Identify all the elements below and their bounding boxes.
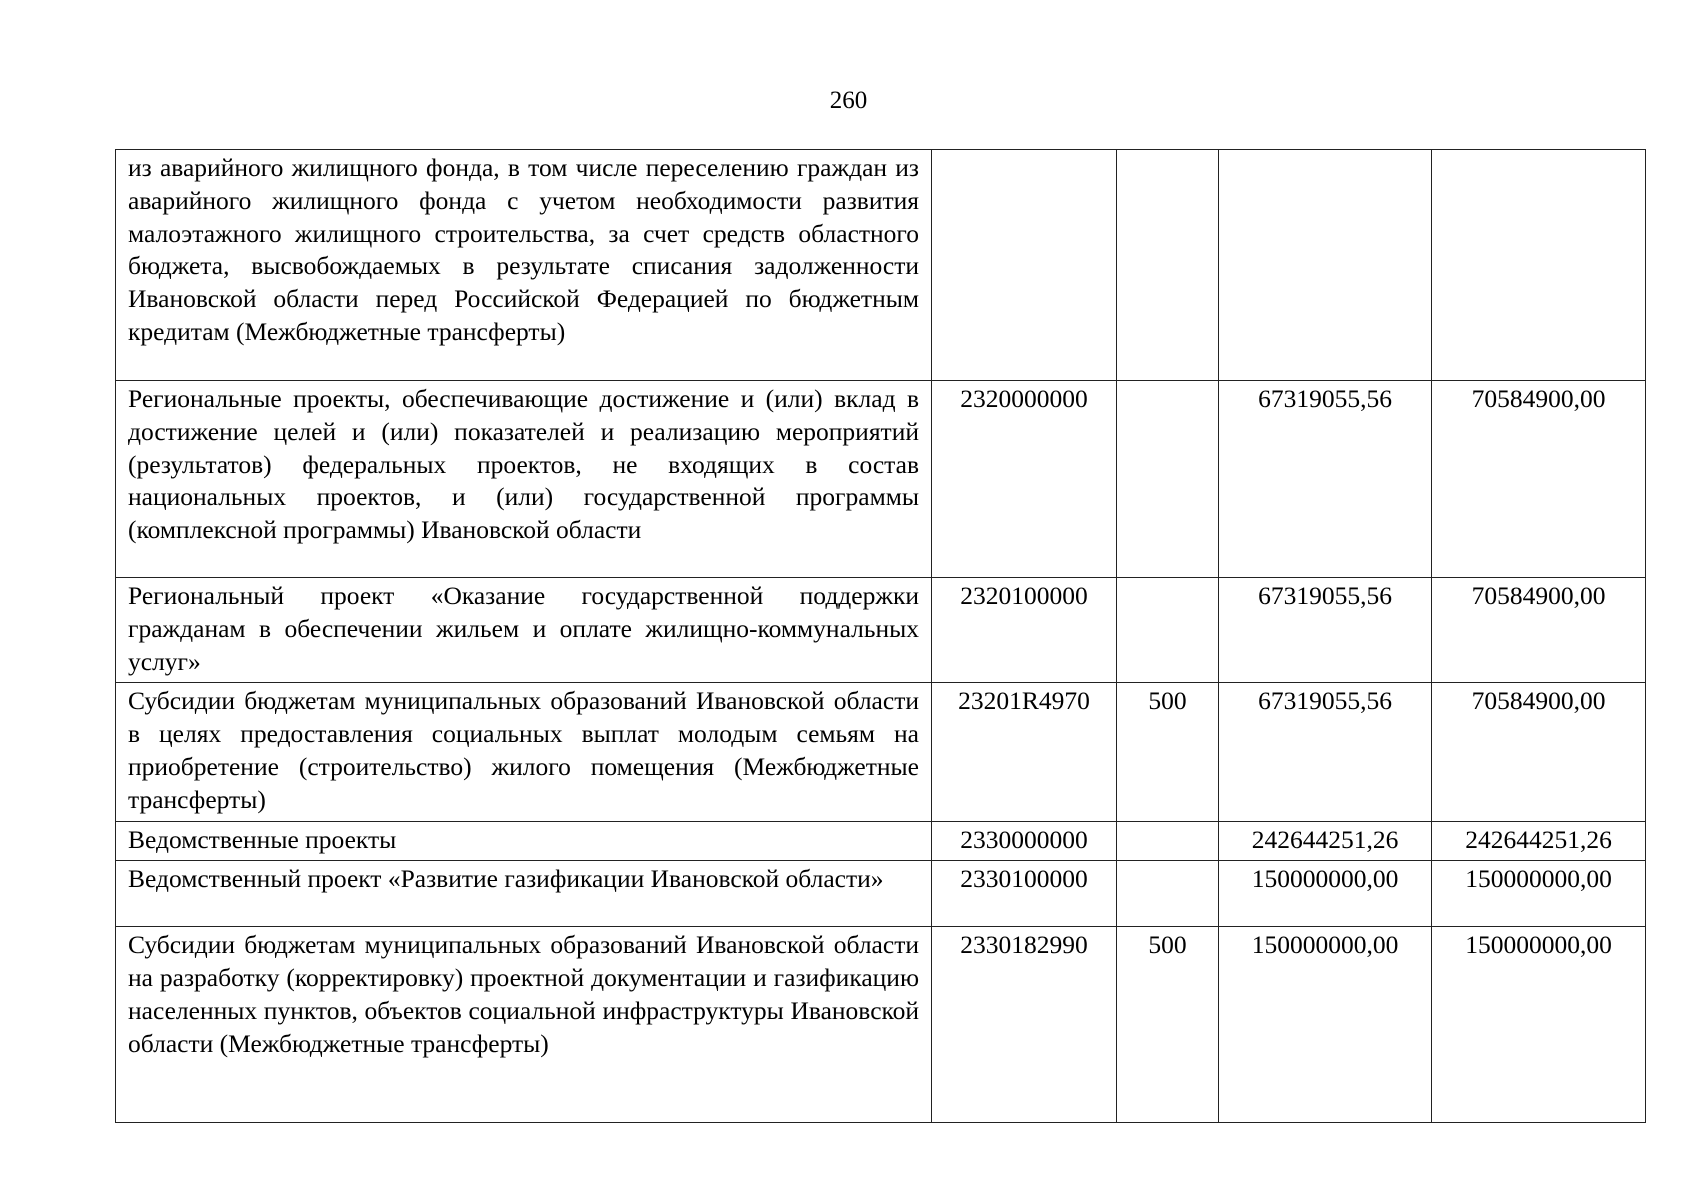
table-row — [116, 381, 1646, 578]
expense-type-cell: 500 — [1117, 927, 1219, 1123]
target-code-cell — [932, 150, 1117, 381]
target-code-cell: 2320100000 — [932, 578, 1117, 683]
table-row — [116, 927, 1646, 1123]
amount-cell-1 — [1219, 150, 1432, 381]
expense-type-cell: 500 — [1117, 683, 1219, 821]
amount-cell-2 — [1432, 150, 1646, 381]
target-code-cell: 2320000000 — [932, 381, 1117, 578]
table-row — [116, 150, 1646, 381]
row-name-cell: Субсидии бюджетам муниципальных образований Ивановской области в целях предоставления социальных выплат молодым семьям на приобретение (строительство) жилого помещения (Межбюджетные трансферты) — [116, 683, 932, 821]
amount-cell-2: 70584900,00 — [1432, 578, 1646, 683]
table-row — [116, 578, 1646, 683]
amount-cell-1: 150000000,00 — [1219, 861, 1432, 927]
amount-cell-1: 67319055,56 — [1219, 381, 1432, 578]
row-name-cell: Региональный проект «Оказание государственной поддержки гражданам в обеспечении жильем и оплате жилищно-коммунальных услуг» — [116, 578, 932, 683]
target-code-cell: 2330000000 — [932, 821, 1117, 861]
target-code-cell: 2330100000 — [932, 861, 1117, 927]
amount-cell-1: 242644251,26 — [1219, 821, 1432, 861]
amount-cell-2: 70584900,00 — [1432, 381, 1646, 578]
amount-cell-1: 67319055,56 — [1219, 578, 1432, 683]
row-name-cell: Региональные проекты, обеспечивающие достижение и (или) вклад в достижение целей и (или) показателей и реализацию мероприятий (результатов) федеральных проектов, не входящих в состав национальных проектов, и (или) государственной программы (комплексной программы) Ивановской области — [116, 381, 932, 578]
amount-cell-2: 242644251,26 — [1432, 821, 1646, 861]
amount-cell-1: 67319055,56 — [1219, 683, 1432, 821]
amount-cell-2: 70584900,00 — [1432, 683, 1646, 821]
expense-type-cell — [1117, 821, 1219, 861]
table-row — [116, 683, 1646, 821]
amount-cell-1: 150000000,00 — [1219, 927, 1432, 1123]
expense-type-cell — [1117, 578, 1219, 683]
target-code-cell: 2330182990 — [932, 927, 1117, 1123]
table-row — [116, 861, 1646, 927]
row-name-cell: Ведомственные проекты — [116, 821, 932, 861]
expense-type-cell — [1117, 381, 1219, 578]
target-code-cell: 23201R4970 — [932, 683, 1117, 821]
row-name-cell: Ведомственный проект «Развитие газификации Ивановской области» — [116, 861, 932, 927]
amount-cell-2: 150000000,00 — [1432, 927, 1646, 1123]
row-name-cell: Субсидии бюджетам муниципальных образований Ивановской области на разработку (корректировку) проектной документации и газификацию населенных пунктов, объектов социальной инфраструктуры Ивановской области (Межбюджетные трансферты) — [116, 927, 932, 1123]
budget-table — [115, 149, 1646, 1123]
row-name-cell: из аварийного жилищного фонда, в том числе переселению граждан из аварийного жилищного фонда с учетом необходимости развития малоэтажного жилищного строительства, за счет средств областного бюджета, высвобождаемых в результате списания задолженности Ивановской области перед Российской Федерацией по бюджетным кредитам (Межбюджетные трансферты) — [116, 150, 932, 381]
table-row — [116, 821, 1646, 861]
amount-cell-2: 150000000,00 — [1432, 861, 1646, 927]
expense-type-cell — [1117, 861, 1219, 927]
expense-type-cell — [1117, 150, 1219, 381]
page-number: 260 — [829, 87, 868, 114]
